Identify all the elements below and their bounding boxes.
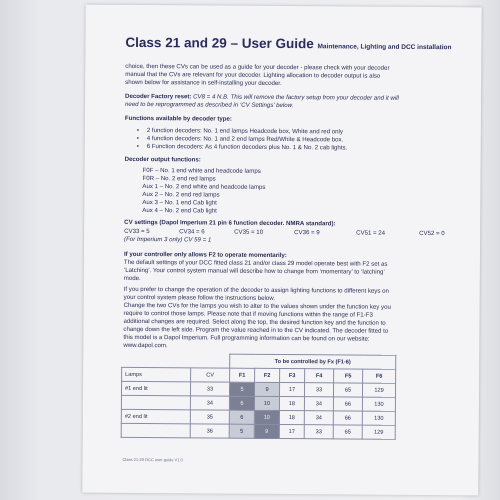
output-item: F0R – No. 2 end red lamps	[142, 175, 216, 183]
para1-line: mode.	[123, 274, 141, 283]
para2-line: additional changes are required. Select along the top, the desired function key and the function to	[123, 317, 386, 327]
function-cv-table	[121, 353, 397, 440]
cv-value: CV33 = 5	[124, 227, 150, 236]
f2-heading: If your controller only allows F2 to operate momentarily:	[123, 250, 287, 260]
column-header: F1	[230, 368, 255, 382]
value-cell: 66	[333, 397, 362, 411]
outputs-heading: Decoder output functions:	[124, 155, 201, 164]
title-subtitle: Maintenance, Lighting and DCC installation	[317, 43, 452, 52]
para2-line: change down the left side. Program the value reached in to the CV indicated. The decoder fitted to	[123, 325, 389, 335]
cv-value: CV52 = 0	[419, 229, 445, 238]
value-cell: 10	[254, 396, 279, 410]
cv-note: (For Imperium 3 only) CV 59 = 1	[124, 235, 212, 244]
lamp-cell: #2 end lit	[121, 409, 190, 423]
cv-cell: 33	[190, 382, 229, 396]
value-cell: 34	[304, 411, 333, 425]
lamp-cell	[121, 395, 190, 409]
value-cell: 130	[362, 411, 395, 425]
value-cell: 17	[279, 382, 304, 396]
cv-value: CV34 = 6	[179, 228, 205, 236]
column-header: CV	[191, 368, 230, 382]
lamp-cell	[121, 423, 190, 437]
value-cell: 65	[333, 425, 362, 439]
table-caption: To be controlled by Fx (F1-6)	[230, 354, 396, 369]
value-cell: 34	[304, 397, 333, 411]
value-cell: 9	[254, 382, 279, 396]
functions-heading: Functions available by decoder type:	[124, 114, 232, 123]
value-cell: 5	[229, 424, 254, 438]
value-cell: 18	[279, 410, 304, 424]
column-header: F3	[280, 368, 305, 382]
value-cell: 10	[254, 410, 279, 424]
para2-line: require to control those lamps. Please note that if moving functions within the range of F1-F3	[123, 309, 373, 319]
value-cell: 9	[254, 424, 279, 438]
value-cell: 65	[333, 383, 362, 397]
column-header: Lamps	[122, 367, 191, 381]
function-item: • 4 function decoders: No. 1 and 2 end lamps Red/White & Headcode box.	[147, 135, 344, 144]
output-item: Aux 1 – No. 2 end white and headcode lamps	[142, 183, 266, 191]
cv-cell: 34	[190, 396, 229, 410]
value-cell: 6	[229, 396, 254, 410]
para2-line: your control system please follow the instructions below.	[123, 293, 276, 302]
para2-line: Change the two CVs for the lamps you wish to alter to the values shown under the function key you	[123, 301, 391, 311]
document-title	[125, 35, 451, 52]
function-item: • 6 Function decoders: As 4 function decoders plus No. 1 & No. 2 cab lights.	[147, 143, 348, 152]
cv-value: CV36 = 9	[294, 229, 320, 237]
table-row	[121, 423, 395, 439]
value-cell: 18	[279, 396, 304, 410]
document-footer: Class 21-29 DCC user guide V1.0	[122, 456, 183, 463]
para2-line: www.dapol.com.	[123, 341, 168, 350]
column-header: F2	[255, 368, 280, 382]
title-text: Class 21 and 29 – User Guide	[125, 34, 314, 52]
column-header: F5	[334, 369, 363, 383]
lamp-cell: #1 end lit	[121, 381, 190, 395]
cv-value: CV51 = 24	[356, 229, 386, 237]
output-item: Aux 2 – No. 2 end red lamps	[142, 191, 220, 199]
output-item: Aux 4 – No. 2 end Cab light	[142, 207, 217, 215]
output-item: F0F – No. 1 end white and headcode lamps	[142, 167, 261, 175]
value-cell: 129	[362, 425, 395, 439]
cv-value: CV35 = 10	[234, 228, 264, 236]
factory-reset-label: Decoder Factory reset:	[125, 92, 192, 101]
value-cell: 129	[362, 383, 395, 397]
cv-cell: 36	[190, 424, 229, 438]
column-header: F6	[363, 369, 396, 383]
cv-values-row	[124, 227, 454, 238]
value-cell: 66	[333, 411, 362, 425]
intro-line-2: manual that the CVs are relevant for your decoder. Lighting allocation to decoder output is also	[125, 70, 381, 80]
output-item: Aux 3 – No. 1 end Cab light	[142, 199, 217, 207]
column-header: F4	[305, 369, 334, 383]
para1-line: ‘Latching’. Your control system manual will describe how to change from ‘momentary’ to ‘latching’	[123, 266, 385, 276]
value-cell: 130	[362, 397, 395, 411]
document-page	[82, 5, 481, 496]
value-cell: 5	[229, 382, 254, 396]
value-cell: 6	[229, 410, 254, 424]
factory-reset-line-2: need to be reprogrammed as described in ‘CV Settings’ below.	[124, 100, 294, 110]
value-cell: 33	[304, 425, 333, 439]
intro-line-3: shown below for assistance in self-installing your decoder.	[125, 78, 282, 87]
intro-line-1: choice, then these CVs can be used as a guide for your decoder - please check with your decoder	[125, 62, 390, 72]
para1-line: The default settings of your DCC fitted class 21 and/or class 29 model operate best with F2 set as	[123, 258, 388, 268]
cv-settings-heading: CV settings (Dapol Imperium 21 pin 6 function decoder. NMRA standard):	[124, 218, 336, 228]
value-cell: 33	[304, 383, 333, 397]
factory-reset-text: CV8 = 4 N.B. This will remove the factory setup from your decoder and it will	[191, 93, 399, 102]
para2-line: If you prefer to change the operation of the decoder to assign lighting functions to different keys on	[123, 285, 389, 295]
para2-line: this model is a Dapol Imperium. Full programming information can be found on our website:	[123, 333, 370, 343]
value-cell: 17	[279, 424, 304, 438]
function-item: • 2 function decoders: No. 1 end lamps Headcode box, White and red only	[147, 127, 343, 136]
cv-cell: 35	[190, 410, 229, 424]
